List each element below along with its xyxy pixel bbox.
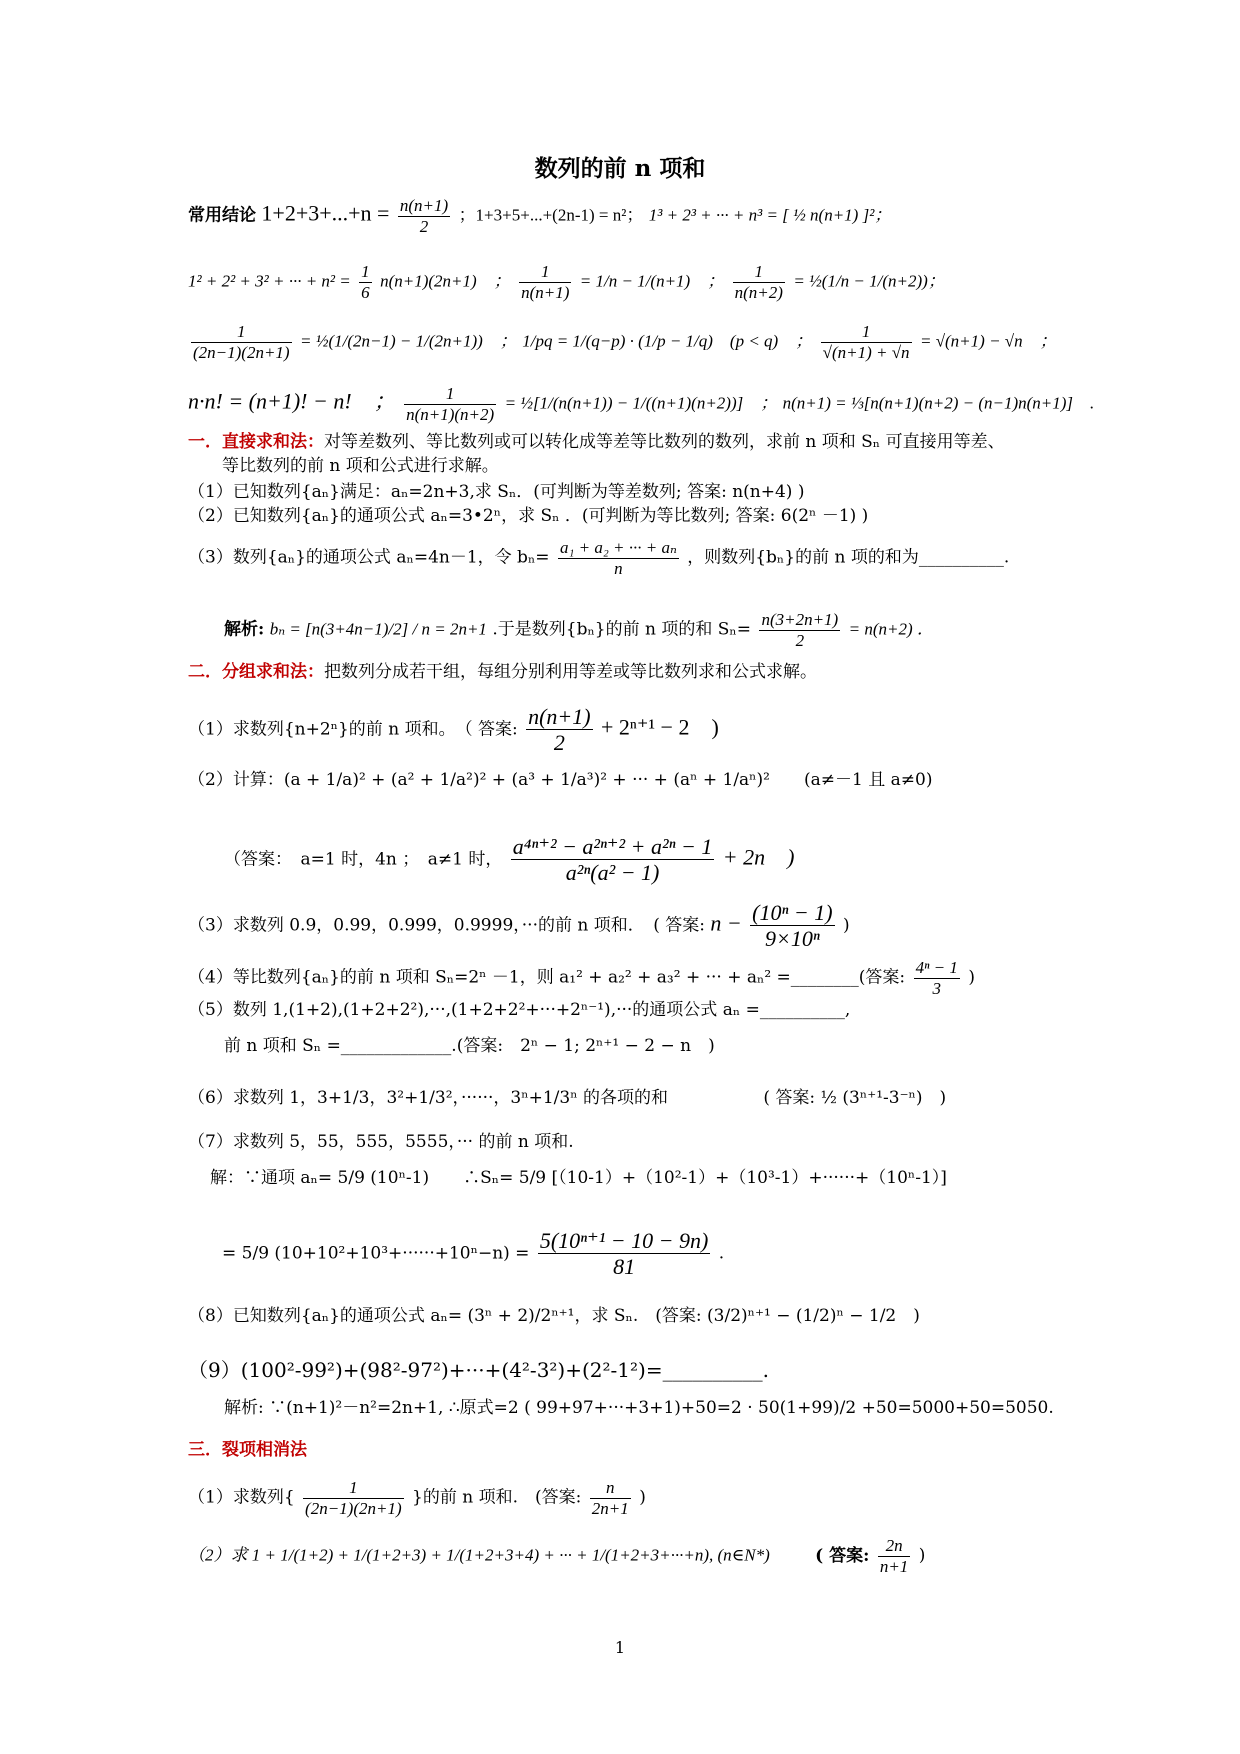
section-1-solution xyxy=(224,610,934,650)
odd-sum-formula: ；1+3+5+...+(2n-1) = n²； xyxy=(458,205,644,225)
section-2-intro: 二．分组求和法：把数列分成若干组，每组分别利用等差或等比数列求和公式求解。 xyxy=(188,662,817,682)
sum-n-left: 1+2+3+...+n = xyxy=(261,200,390,226)
s3-q1-fraction: $\frac{1}{(2n-1)(2n+1)}$ xyxy=(305,1478,402,1518)
section-2-question-5-sum: 前 n 项和 Sₙ =_____________.(答案: 2ⁿ − 1; 2ⁿ⁺¹ − 2 − n ) xyxy=(224,1036,715,1056)
q3-answer-fraction: $\frac{\text{(10ⁿ − 1)}}{\text{9×10ⁿ}}$ xyxy=(752,900,833,952)
split-fraction-1-tail: = 1/n − 1/(n+1) ； xyxy=(579,271,725,291)
section-1-question-2: （2）已知数列{aₙ}的通项公式 aₙ=3•2ⁿ，求 Sₙ ．(可判断为等比数列; 答案: 6(2ⁿ －1) ) xyxy=(188,506,869,526)
q1-answer-fraction: $\frac{n(n+1)}{2}$ xyxy=(528,704,591,756)
formula-row-1 xyxy=(188,196,891,236)
page-title: 数列的前 n 项和 xyxy=(534,155,706,182)
section-1-intro-line-1: 对等差数列、等比数列或可以转化成等差等比数列的数列，求前 n 项和 Sₙ 可直接用等差、 xyxy=(324,432,1005,452)
solution-label: 解析: xyxy=(224,619,265,640)
factorial-formula: n·n! = (n+1)! − n! ； xyxy=(188,388,396,414)
solution-result: = n(n+2) ． xyxy=(848,619,934,639)
section-3-heading: 三．裂项相消法 xyxy=(188,1440,307,1460)
product-formula: n(n+1) = ⅓[n(n+1)(n+2) − (n−1)n(n+1)] . xyxy=(782,393,1095,413)
split-fraction-4: 1/pq = 1/(q−p) · (1/p − 1/q) (p < q) ； xyxy=(522,331,813,351)
section-1-heading: 一．直接求和法： xyxy=(188,432,324,452)
section-2-question-2-answer: （答案： a=1 时，4n ； a≠1 时， $\frac{\text{a⁴ⁿ⁺² − a²ⁿ⁺² + a²ⁿ − 1}}{\text{a²ⁿ(a² − 1)}}$ + 2n ) xyxy=(224,834,795,886)
section-2-question-5: （5）数列 1,(1+2),(1+2+2²),···,(1+2+2²+···+2ⁿ⁻¹),···的通项公式 aₙ =__________, xyxy=(188,1000,851,1020)
section-2-question-9: （9）(100²-99²)+(98²-97²)+···+(4²-3²)+(2²-1²)=__________. xyxy=(188,1358,769,1382)
section-2-question-9-solution: 解析: ∵(n+1)²－n²=2n+1, ∴原式=2 ( 99+97+···+3+1)+50=2 · 50(1+99)/2 +50=5000+50=5050. xyxy=(224,1398,1054,1418)
formulas-label: 常用结论 xyxy=(188,205,256,226)
s3-q2-answer-fraction: $\frac{2n}{n+1}$ xyxy=(879,1536,909,1576)
split-fraction-6: $\frac{1}{n(n+1)(n+2)}$ xyxy=(406,384,495,424)
q4-answer-fraction: $\frac{\text{4ⁿ − 1}}{3}$ xyxy=(915,958,958,998)
split-fraction-1: $\frac{1}{n(n+1)}$ xyxy=(521,262,570,302)
solution-b-n: bₙ = [n(3+4n−1)/2] / n = 2n+1 xyxy=(269,619,487,639)
section-2-question-8: （8）已知数列{aₙ}的通项公式 aₙ= (3ⁿ + 2)/2ⁿ⁺¹，求 Sₙ. (答案: (3/2)ⁿ⁺¹ − (1/2)ⁿ − 1/2 ) xyxy=(188,1306,920,1326)
split-fraction-2: $\frac{1}{n(n+2)}$ xyxy=(734,262,783,302)
root-fraction: $\frac{1}{√(n+1) + √n}$ xyxy=(822,322,910,362)
section-1-intro xyxy=(188,432,1005,452)
s3-q1-answer-fraction: $\frac{n}{2n+1}$ xyxy=(591,1478,629,1518)
split-fraction-3: $\frac{1}{(2n-1)(2n+1)}$ xyxy=(193,322,290,362)
section-2-question-7-solution-2: = 5/9 (10+10²+10³+······+10ⁿ−n) = $\frac{\text{5(10ⁿ⁺¹ − 10 − 9n)}}{81}$ . xyxy=(222,1228,725,1280)
section-2-question-6: （6）求数列 1，3+1/3，3²+1/3²，······，3ⁿ+1/3ⁿ 的各项的和 ( 答案: ½ (3ⁿ⁺¹-3⁻ⁿ) ) xyxy=(188,1088,947,1108)
solution-fraction: $\frac{n(3+2n+1)}{2}$ xyxy=(761,610,839,650)
sum-n-fraction: $\frac{n(n+1)}{2}$ xyxy=(399,196,449,236)
split-fraction-2-tail: = ½(1/n − 1/(n+2))； xyxy=(793,271,945,291)
split-fraction-6-tail: = ½[1/(n(n+1)) − 1/((n+1)(n+2))] ； xyxy=(504,393,778,413)
section-3-question-2: （2）求 1 + 1/(1+2) + 1/(1+2+3) + 1/(1+2+3+4) + ··· + 1/(1+2+3+···+n), (n∈N*) ( 答案: $\frac{2n}{n+1}$ ) xyxy=(188,1536,926,1576)
q2-answer-fraction: $\frac{\text{a⁴ⁿ⁺² − a²ⁿ⁺² + a²ⁿ − 1}}{\text{a²ⁿ(a² − 1)}}$ xyxy=(512,834,713,886)
solution-text: .于是数列{bₙ}的前 n 项的和 Sₙ= xyxy=(492,619,752,640)
page-number: 1 xyxy=(614,1638,626,1657)
cube-sum-formula: 1³ + 2³ + ··· + n³ = [ ½ n(n+1) ]²； xyxy=(648,205,892,225)
square-sum-tail: n(n+1)(2n+1) ； xyxy=(380,271,511,291)
section-2-heading: 二．分组求和法： xyxy=(188,662,324,682)
section-1-question-1: （1）已知数列{aₙ}满足：aₙ=2n+3,求 Sₙ．(可判断为等差数列; 答案: n(n+4) ) xyxy=(188,482,805,502)
formula-row-3 xyxy=(188,322,1057,362)
section-1-question-3: （3）数列{aₙ}的通项公式 aₙ=4n－1，令 bₙ= $\frac{\text{a₁ + a₂ + ··· + aₙ}}{n}$ ，则数列{bₙ}的前 n 项的和为__________. xyxy=(188,538,1010,578)
section-1-intro-line-2: 等比数列的前 n 项和公式进行求解。 xyxy=(222,456,499,476)
square-sum-left: 1² + 2² + 3² + ··· + n² = xyxy=(188,271,351,291)
section-2-question-7-solution-1: 解：∵通项 aₙ= 5/9 (10ⁿ-1) ∴Sₙ= 5/9 [（10-1）+（10²-1）+（10³-1）+······+（10ⁿ-1）] xyxy=(210,1168,947,1188)
section-2-question-3: （3）求数列 0.9，0.99，0.999，0.9999，···的前 n 项和． ( 答案: n − $\frac{\text{(10ⁿ − 1)}}{\text{9×10ⁿ}}$ ) xyxy=(188,900,850,952)
split-fraction-3-tail: = ½(1/(2n−1) − 1/(2n+1)) ； xyxy=(300,331,517,351)
square-sum-fraction: $\frac{1}{6}$ xyxy=(361,262,370,302)
section-3-question-1: （1）求数列{ $\frac{1}{(2n-1)(2n+1)}$ }的前 n 项和. (答案: $\frac{n}{2n+1}$ ) xyxy=(188,1478,646,1518)
b-n-fraction: $\frac{\text{a₁ + a₂ + ··· + aₙ}}{n}$ xyxy=(559,538,677,578)
root-fraction-tail: = √(n+1) − √n ； xyxy=(919,331,1057,351)
formula-row-2 xyxy=(188,262,945,302)
section-2-question-2: （2）计算：(a + 1/a)² + (a² + 1/a²)² + (a³ + 1/a³)² + ··· + (aⁿ + 1/aⁿ)² (a≠－1 且 a≠0) xyxy=(188,770,933,790)
section-2-question-1: （1）求数列{n+2ⁿ}的前 n 项和。 （ 答案: $\frac{n(n+1)}{2}$ + 2ⁿ⁺¹ − 2 ) xyxy=(188,704,719,756)
formula-row-4 xyxy=(188,384,1094,424)
section-2-question-7: （7）求数列 5，55，555，5555，··· 的前 n 项和. xyxy=(188,1132,574,1152)
q7-result-fraction: $\frac{\text{5(10ⁿ⁺¹ − 10 − 9n)}}{81}$ xyxy=(539,1228,709,1280)
section-2-question-4: （4）等比数列{aₙ}的前 n 项和 Sₙ=2ⁿ －1，则 a₁² + a₂² + a₃² + ··· + aₙ² =________(答案: $\frac{\text{4ⁿ − 1}}{3}$ ) xyxy=(188,958,975,998)
